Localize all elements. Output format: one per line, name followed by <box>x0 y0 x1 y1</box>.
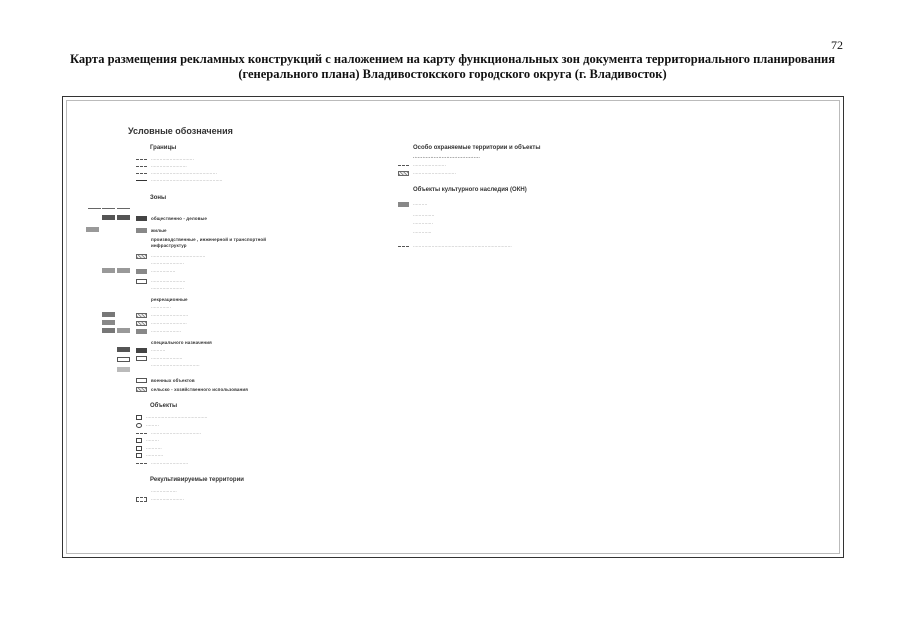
zone-residential-label: жилые <box>151 227 167 233</box>
zone-recreational-label: рекреационные <box>151 296 188 302</box>
zone-agricultural-icon <box>136 387 147 392</box>
zone-swatch <box>117 357 130 362</box>
zones-heading: Зоны <box>150 195 167 201</box>
zone-industrial-label: производственные , инженерной и транспортной инфраструктур <box>151 237 267 248</box>
zone-residential-icon <box>136 228 147 233</box>
zone-row-recreational <box>151 296 188 302</box>
borders-heading: Границы <box>150 145 177 151</box>
zone-icon <box>136 254 147 259</box>
zone-swatch <box>102 215 115 220</box>
unreadable-text: ······························ <box>413 170 456 176</box>
zone-icon <box>136 348 147 353</box>
zone-swatch <box>117 312 130 317</box>
zone-public-label: общественно - деловые <box>151 215 207 221</box>
unreadable-text: ·············· <box>413 220 434 226</box>
unreadable-text: ····················· <box>151 328 182 334</box>
zone-swatch <box>102 227 115 232</box>
object-icon <box>136 438 142 443</box>
zone-row <box>136 347 165 353</box>
object-icon <box>136 423 142 428</box>
heritage-icon <box>398 230 409 235</box>
unreadable-text: ············ <box>146 452 164 458</box>
page-number: 72 <box>831 38 843 52</box>
protected-row <box>413 154 480 160</box>
reclaimed-icon <box>136 497 147 502</box>
zone-row <box>136 355 183 361</box>
unreadable-text: ······················· <box>151 260 184 266</box>
unreadable-text: ························ <box>151 278 186 284</box>
border-row-3 <box>136 170 217 176</box>
protected-row <box>398 170 456 176</box>
zone-swatch <box>117 227 130 232</box>
border-row-2 <box>136 163 187 169</box>
heritage-row <box>398 220 433 226</box>
unreadable-text: ······························ <box>151 156 194 162</box>
zone-row-special <box>151 339 212 345</box>
object-icon <box>136 415 142 420</box>
zone-icon <box>136 305 147 310</box>
zone-icon <box>136 363 147 368</box>
object-icon <box>136 453 142 458</box>
objects-heading: Объекты <box>150 403 178 409</box>
border-row-4 <box>136 177 223 183</box>
unreadable-text: ··········································· <box>146 414 208 420</box>
protected-area-icon <box>398 171 409 176</box>
border-row-1 <box>136 156 194 162</box>
zone-swatch <box>86 227 99 232</box>
zone-icon <box>136 321 147 326</box>
zone-swatch <box>102 347 115 352</box>
zone-swatch <box>102 328 115 333</box>
unreadable-text: ········· <box>146 422 159 428</box>
unreadable-text: ·········· <box>151 347 166 353</box>
zone-row <box>136 320 187 326</box>
object-line-icon <box>136 463 147 464</box>
zone-icon <box>136 356 147 361</box>
zone-public-icon <box>136 216 147 221</box>
unreadable-text: ·············································· <box>151 170 217 176</box>
zone-swatch <box>88 208 101 213</box>
zone-row <box>136 260 184 266</box>
object-icon <box>136 446 142 451</box>
unreadable-text: ·········································· <box>413 154 481 160</box>
zone-icon <box>136 269 147 274</box>
unreadable-text: ················· <box>151 268 176 274</box>
border-line-icon <box>136 159 147 160</box>
zone-row <box>136 312 188 318</box>
unreadable-text: ··············· <box>413 212 435 218</box>
zone-swatch <box>102 320 115 325</box>
unreadable-text: ·········· <box>413 201 428 207</box>
unreadable-text: ······················· <box>151 496 184 502</box>
heritage-row <box>398 243 512 249</box>
zone-swatch <box>117 253 130 258</box>
unreadable-text: ······················· <box>413 162 446 168</box>
unreadable-text: ·················································· <box>151 177 223 183</box>
zone-row <box>136 268 175 274</box>
zone-row-public <box>136 215 207 221</box>
protected-row <box>398 162 446 168</box>
zone-icon <box>136 329 147 334</box>
zone-swatch <box>117 347 130 352</box>
zone-icon <box>136 279 147 284</box>
zone-icon <box>136 286 147 291</box>
zone-swatch <box>102 386 115 391</box>
unreadable-text: ······································ <box>151 253 206 259</box>
unreadable-text: ························· <box>151 320 187 326</box>
zone-row-agricultural <box>136 386 248 392</box>
border-line-icon <box>136 180 147 181</box>
unreadable-text: ·································· <box>151 362 200 368</box>
heritage-row <box>398 201 427 207</box>
unreadable-text: ··········· <box>146 445 162 451</box>
protected-heading: Особо охраняемые территории и объекты <box>413 145 541 151</box>
zone-icon <box>136 261 147 266</box>
unreadable-text: ·························· <box>151 312 189 318</box>
zone-row <box>136 253 205 259</box>
reclaimed-row <box>136 496 184 502</box>
unreadable-text: ··································· <box>151 430 202 436</box>
zone-row <box>136 304 171 310</box>
zone-row <box>136 285 184 291</box>
zone-swatch <box>117 367 130 372</box>
heritage-heading: Объекты культурного наследия (ОКН) <box>413 187 527 193</box>
zone-row-industrial <box>151 237 281 248</box>
zone-military-icon <box>136 378 147 383</box>
legend-heading: Условные обозначения <box>128 126 233 136</box>
reclaimed-heading: Рекультивируемые территории <box>150 477 244 483</box>
heritage-icon <box>398 221 409 226</box>
zone-swatch <box>102 357 115 362</box>
zone-icon <box>136 313 147 318</box>
zone-swatch <box>117 268 130 273</box>
zone-row-military <box>136 377 195 383</box>
heritage-row <box>398 229 432 235</box>
object-row <box>136 422 159 428</box>
unreadable-text: ·············· <box>151 304 172 310</box>
zone-swatch <box>117 328 130 333</box>
object-row <box>136 414 208 420</box>
object-row <box>136 452 163 458</box>
reclaimed-icon <box>136 489 147 494</box>
zone-swatch <box>102 312 115 317</box>
object-row <box>136 460 188 466</box>
unreadable-text: ······················ <box>151 355 183 361</box>
unreadable-text: ·················· <box>151 488 177 494</box>
document-title: Карта размещения рекламных конструкций с наложением на карту функциональных зон документа территориального планирования (генерального плана) Владивостокского городского округа (г. Владивосток) <box>70 52 836 81</box>
object-row <box>136 437 159 443</box>
reclaimed-row <box>136 488 177 494</box>
zone-swatch <box>117 208 130 213</box>
border-line-icon <box>136 166 147 167</box>
object-row <box>136 445 162 451</box>
heritage-row <box>413 212 434 218</box>
object-row <box>136 430 201 436</box>
unreadable-text: ············· <box>413 229 432 235</box>
zone-military-label: военных объектов <box>151 377 195 383</box>
border-line-icon <box>136 173 147 174</box>
zone-row <box>136 362 200 368</box>
zone-swatch <box>117 215 130 220</box>
zone-special-label: специального назначения <box>151 339 212 345</box>
zone-swatch <box>102 253 115 258</box>
zone-agricultural-label: сельско - хозяйственного использования <box>151 386 248 392</box>
unreadable-text: ·························· <box>151 460 189 466</box>
object-line-icon <box>136 433 147 434</box>
heritage-line-icon <box>398 246 409 247</box>
zone-swatch <box>117 320 130 325</box>
zone-swatch <box>102 208 115 213</box>
heritage-icon <box>398 202 409 207</box>
zone-swatch <box>102 268 115 273</box>
zone-row-residential <box>136 227 167 233</box>
unreadable-text: ····································································· <box>413 243 512 249</box>
zone-row <box>136 278 185 284</box>
unreadable-text: ······················· <box>151 285 184 291</box>
protected-line-icon <box>398 165 409 166</box>
unreadable-text: ························· <box>151 163 187 169</box>
zone-row <box>136 328 181 334</box>
unreadable-text: ········· <box>146 437 159 443</box>
